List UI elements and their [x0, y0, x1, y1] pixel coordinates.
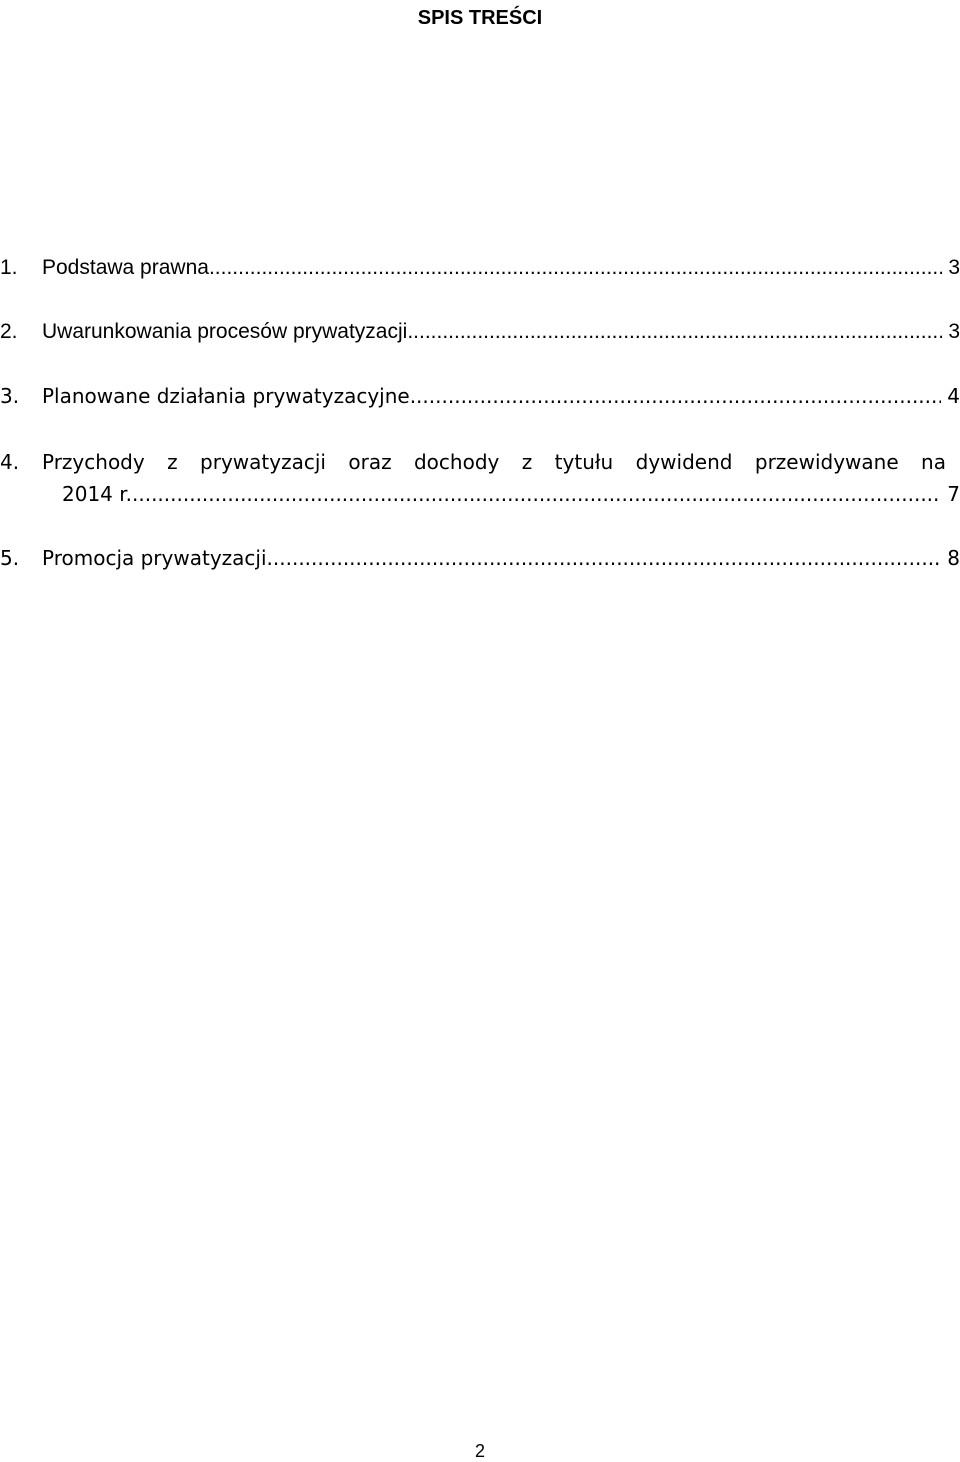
toc-entry-label-continuation: 2014 r.: [62, 482, 132, 506]
dot-leader: [407, 316, 942, 348]
toc-entry-1[interactable]: [0, 252, 960, 284]
toc-entry-label: Podstawa prawna: [42, 256, 209, 279]
toc-entry-page: 3: [948, 256, 960, 279]
toc-entry-page: 4: [947, 384, 960, 408]
dot-leader: [267, 542, 942, 574]
toc-entry-4-continuation[interactable]: [0, 478, 960, 510]
toc-entry-4[interactable]: [0, 446, 960, 478]
page-title: SPIS TREŚCI: [417, 7, 543, 29]
toc-entry-number: 2.: [0, 320, 18, 343]
toc-entry-2[interactable]: [0, 316, 960, 348]
toc-entry-page: 3: [948, 320, 960, 343]
toc-entry-label: Uwarunkowania procesów prywatyzacji: [42, 320, 408, 343]
toc-entry-label: Przychody z prywatyzacji oraz dochody z tytułu dywidend przewidywane na: [42, 450, 946, 474]
toc-entry-number: 4.: [0, 450, 20, 474]
toc-entry-number: 5.: [0, 546, 20, 570]
toc-entry-3[interactable]: [0, 380, 960, 412]
toc-entry-page: 7: [947, 482, 960, 506]
toc-entry-page: 8: [947, 546, 960, 570]
toc-entry-number: 1.: [0, 256, 18, 279]
dot-leader: [410, 380, 942, 412]
toc-entry-label: Promocja prywatyzacji: [42, 546, 267, 570]
toc-entry-label: Planowane działania prywatyzacyjne: [42, 384, 410, 408]
toc-entry-number: 3.: [0, 384, 20, 408]
page-number: 2: [474, 1441, 485, 1461]
dot-leader: [209, 252, 942, 284]
toc-entry-5[interactable]: [0, 542, 960, 574]
dot-leader: [132, 478, 941, 510]
